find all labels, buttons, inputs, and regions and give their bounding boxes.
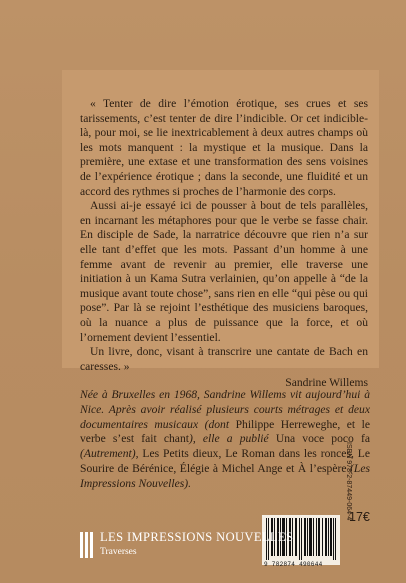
author-quote bbox=[80, 97, 368, 391]
isbn-text: ISBN 978-2-87449-064-4 bbox=[345, 442, 352, 521]
quote-paragraph-1: « Tenter de dire l’émotion érotique, ses crues et ses tarissements, c’est tenter de dire l’indicible. Or cet indicible-là, pour moi, se lie inextricablement à deux autres champs où les mots manquent : la mystique et la musique. Dans la première, une extase et une transformation des sens voisines de l’expérience érotique ; dans la seconde, une fluidité et un accord des rythmes si proches de l’harmonie des corps. bbox=[80, 97, 368, 198]
bio-text-1: Née à Bruxelles en 1968, Sandrine Willems vit aujourd’hui à Nice. Après avoir réalisé plusieurs courts métrages et deux documentaires musicaux (dont bbox=[80, 388, 370, 431]
publisher-logo-icon bbox=[80, 532, 94, 558]
price-label: 17€ bbox=[349, 510, 370, 524]
quote-paragraph-3: Un livre, donc, visant à transcrire une cantate de Bach en caresses. » bbox=[80, 345, 368, 373]
bio-film-title: Philippe Herreweghe, et le verbe s’est fait chant bbox=[80, 417, 371, 446]
quote-paragraph-2: Aussi ai-je essayé ici de pousser à bout de tels parallèles, en incarnant les métaphores pour que le verbe se fasse chair. En disciple de Sade, la narratrice découvre que rien n’a sur elle tant d’effet que les mots. Passant d’un homme à une femme avant de revenir au premier, elle traverse une initiation à un Kama Sutra verlainien, qu’on appelle à “de la musique avant toute chose”, sans rien en elle “qui pèse ou qui pose”. Par là se rejoint l’esthétique des musiciens baroques, où la nuance a plus de puissance que la force, et où l’ornement devient l’essentiel. bbox=[80, 199, 368, 344]
bio-book-1: Una voce poco fa bbox=[275, 432, 370, 446]
bio-text-2: ), elle a publié bbox=[188, 432, 269, 446]
collection-name: Traverses bbox=[100, 547, 137, 557]
barcode-number: 9 782874 490644 bbox=[264, 561, 323, 568]
bio-books: Les Petits dieux, Le Roman dans les ronces, Le Sourire de Bérénice, Élégie à Michel Ange et À l’espère bbox=[80, 447, 370, 475]
bio-publisher-1: (Autrement), bbox=[80, 447, 139, 461]
author-bio bbox=[80, 388, 370, 492]
bio-publisher-2: (Les Impressions Nouvelles). bbox=[80, 461, 370, 490]
quote-signature: Sandrine Willems bbox=[285, 376, 368, 390]
publisher-name: LES IMPRESSIONS NOUVELLES bbox=[100, 530, 294, 544]
